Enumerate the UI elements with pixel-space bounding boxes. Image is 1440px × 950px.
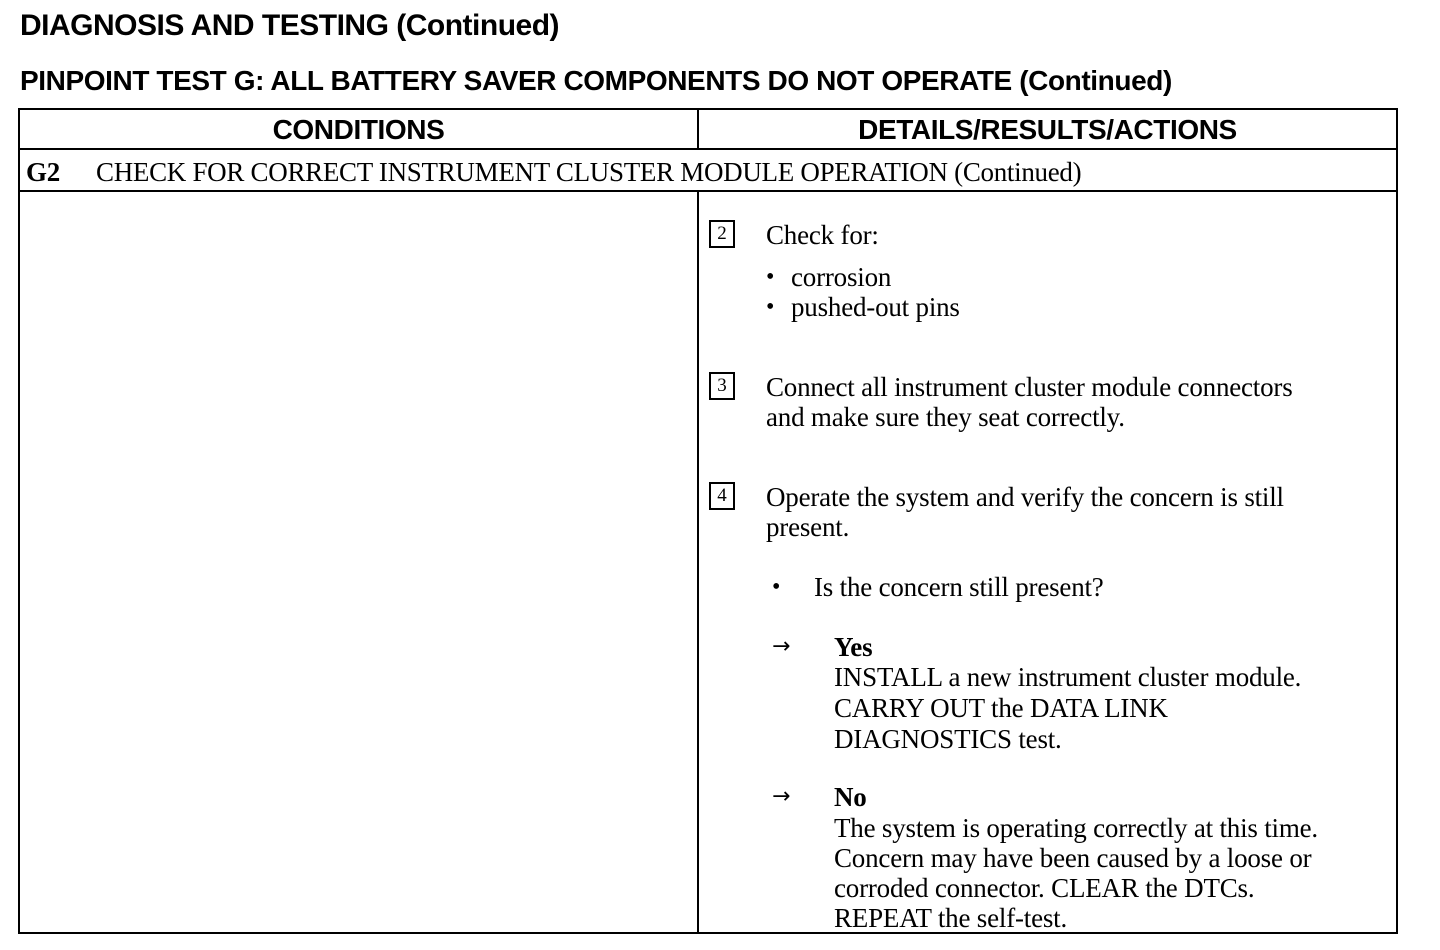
no-action-text: Concern may have been caused by a loose or xyxy=(834,843,1312,873)
step-text: Operate the system and verify the concern is still xyxy=(766,482,1284,512)
step-text: Connect all instrument cluster module connectors xyxy=(766,372,1293,402)
right-arrow-icon: → xyxy=(772,634,791,659)
page-title: DIAGNOSIS AND TESTING (Continued) xyxy=(20,9,560,42)
yes-action-text: DIAGNOSTICS test. xyxy=(834,724,1062,754)
bullet-text: pushed-out pins xyxy=(791,292,960,322)
step-text: present. xyxy=(766,512,850,542)
pinpoint-test-title: PINPOINT TEST G: ALL BATTERY SAVER COMPONENTS DO NOT OPERATE (Continued) xyxy=(20,65,1172,96)
step-code: G2 xyxy=(26,157,60,187)
details-column-header: DETAILS/RESULTS/ACTIONS xyxy=(858,114,1237,145)
step-number-box: 2 xyxy=(709,220,735,248)
pinpoint-test-table xyxy=(18,108,1398,934)
no-label: No xyxy=(834,782,867,812)
question-text: Is the concern still present? xyxy=(814,572,1104,602)
step-number-box: 4 xyxy=(709,482,735,510)
no-action-text: The system is operating correctly at this time. xyxy=(834,813,1318,843)
no-action-text: corroded connector. CLEAR the DTCs. xyxy=(834,873,1255,903)
conditions-column-header: CONDITIONS xyxy=(272,114,445,145)
step-text: and make sure they seat correctly. xyxy=(766,402,1125,432)
yes-label: Yes xyxy=(834,632,873,662)
bullet-text: corrosion xyxy=(791,262,892,292)
yes-action-text: CARRY OUT the DATA LINK xyxy=(834,693,1168,723)
bullet-dot: • xyxy=(766,294,775,320)
bullet-dot: • xyxy=(772,574,781,600)
step-title: CHECK FOR CORRECT INSTRUMENT CLUSTER MODULE OPERATION (Continued) xyxy=(96,157,1082,187)
bullet-dot: • xyxy=(766,264,775,290)
step-heading xyxy=(26,152,1081,192)
step-text: Check for: xyxy=(766,220,879,250)
column-divider xyxy=(697,110,699,932)
step-number-box: 3 xyxy=(709,372,735,400)
right-arrow-icon: → xyxy=(772,784,791,809)
yes-action-text: INSTALL a new instrument cluster module. xyxy=(834,662,1302,692)
no-action-text: REPEAT the self-test. xyxy=(834,903,1068,933)
